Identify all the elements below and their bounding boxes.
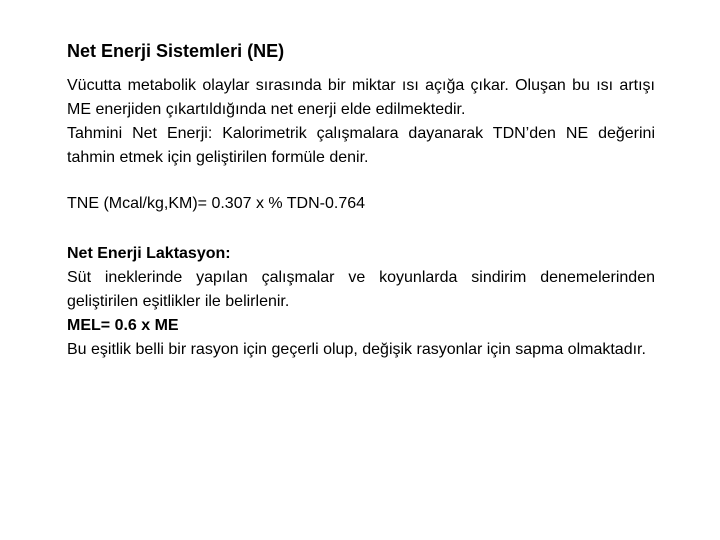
paragraph-ration-validity: Bu eşitlik belli bir rasyon için geçerli olup, değişik rasyonlar için sapma olmaktadır. (67, 341, 646, 358)
spacer (67, 216, 655, 242)
spacer (67, 170, 655, 192)
paragraph-dairy-studies: Süt ineklerinde yapılan çalışmalar ve koyunlarda sindirim denemelerinden geliştirilen eşitlikler ile belirlenir. (67, 269, 655, 310)
formula-mel: MEL= 0.6 x ME (67, 317, 179, 334)
slide-content (67, 74, 655, 362)
paragraph-metabolic-heat: Vücutta metabolik olaylar sırasında bir miktar ısı açığa çıkar. Oluşan bu ısı artışı ME enerjiden çıkartıldığında net enerji elde edilmektedir. (67, 77, 655, 118)
paragraph-estimated-net-energy: Tahmini Net Enerji: Kalorimetrik çalışmalara dayanarak TDN’den NE değerini tahmin etmek için geliştirilen formüle denir. (67, 125, 655, 166)
formula-tne: TNE (Mcal/kg,KM)= 0.307 x % TDN-0.764 (67, 195, 366, 212)
heading-net-energy-lactation: Net Enerji Laktasyon: (67, 245, 231, 262)
slide-title: Net Enerji Sistemleri (NE) (67, 41, 285, 61)
